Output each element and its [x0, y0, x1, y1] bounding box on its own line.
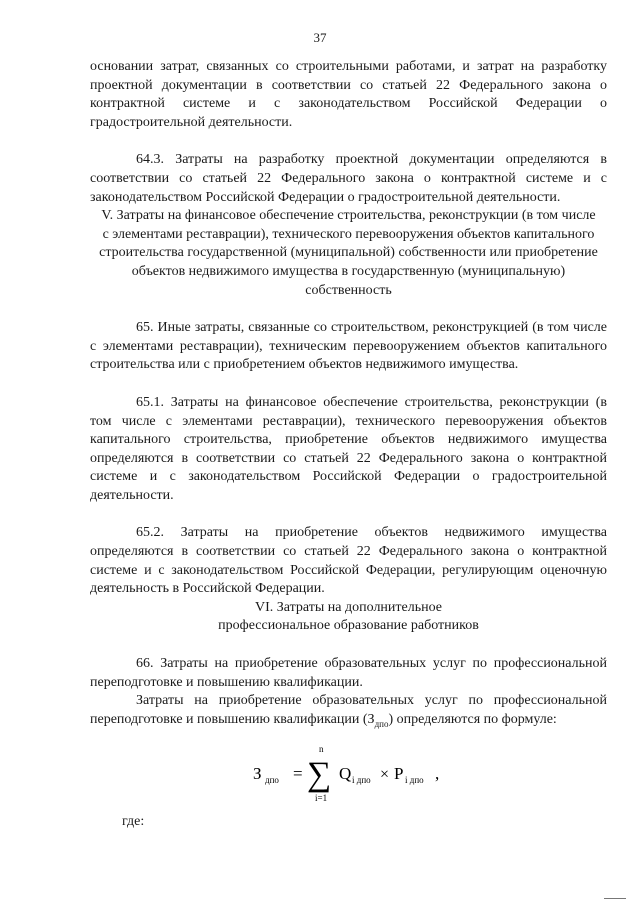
paragraph-intro: основании затрат, связанных со строительными работами, и затрат на разработку проектной документации в соответствии со статьей 22 Федерального закона о контрактной системе и с законодательством Российской Федерации о градостроительной деятельности. — [90, 59, 607, 130]
formula-equals: = — [292, 764, 303, 784]
formula-intro-symbol: З — [367, 711, 375, 727]
paragraph-65-2: 65.2. Затраты на приобретение объектов недвижимого имущества определяются в соответствии со статьей 22 Федерального закона о контрактной системе и с законодательством Российской Федерации, регулирующим оценочную деятельность в Российской Федерации. — [90, 525, 607, 597]
formula-sum-sign: ∑ — [306, 756, 331, 794]
paragraph-65: 65. Иные затраты, связанные со строительством, реконструкцией (в том числе с элементами реставрации), техническим перевооружением объектов капитального строительства или с приобретением объектов недвижимого имущества. — [90, 320, 607, 373]
formula-times: × — [379, 766, 389, 784]
formula-term2: P — [393, 764, 403, 784]
formula-intro-text-b: ) определяются по формуле: — [388, 711, 557, 727]
paragraph-65-1: 65.1. Затраты на финансовое обеспечение строительства, реконструкции (в том числе с элементами реставрации), технического перевооружения объектов капитального строительства, приобретение объектов недвижимого имущества определяются в соответствии со статьей 22 Федерального закона о контрактной системе и с законодательством Российской Федерации о градостроительной деятельности. — [90, 394, 607, 503]
paragraph-64-3: 64.3. Затраты на разработку проектной документации определяются в соответствии со статьей 22 Федерального закона о контрактной системе и с законодательством Российской Федерации о градостроительной деятельности. — [90, 152, 607, 205]
section-vi-heading-line2: профессиональное образование работников — [218, 618, 479, 634]
section-vi-heading-line1: VI. Затраты на дополнительное — [255, 599, 442, 615]
formula-term1: Q — [338, 764, 351, 784]
document-body — [90, 58, 607, 832]
cost-formula — [90, 741, 607, 807]
section-vi-heading — [90, 599, 607, 636]
formula-lhs-subscript: дпо — [264, 775, 279, 786]
page-corner-mark — [604, 898, 626, 899]
formula-sum-lower: i=1 — [314, 793, 327, 804]
where-label: где: — [122, 814, 145, 830]
cost-formula-svg — [249, 741, 449, 807]
paragraph-66-formula-intro — [90, 692, 607, 733]
paragraph-66: 66. Затраты на приобретение образовательных услуг по профессиональной переподготовке и повышению квалификации. — [90, 656, 607, 690]
formula-intro-subscript: дпо — [374, 718, 389, 729]
formula-lhs: З — [252, 764, 262, 784]
formula-intro-text-a: Затраты на приобретение образовательных услуг по профессиональной переподготовке и повышению квалификации ( — [90, 693, 607, 727]
page-number: 37 — [313, 30, 327, 45]
formula-term1-subscript: i дпо — [351, 775, 371, 786]
formula-trailing-comma: , — [434, 764, 439, 784]
formula-term2-subscript: i дпо — [404, 775, 424, 786]
formula-sum-upper: n — [318, 744, 323, 755]
section-v-heading: V. Затраты на финансовое обеспечение строительства, реконструкции (в том числе с элементами реставрации), технического перевооружения объектов капитального строительства государственной (муниципальной) собственности или приобретение объектов недвижимого имущества в государственную (муниципальную) собственность — [99, 208, 598, 298]
